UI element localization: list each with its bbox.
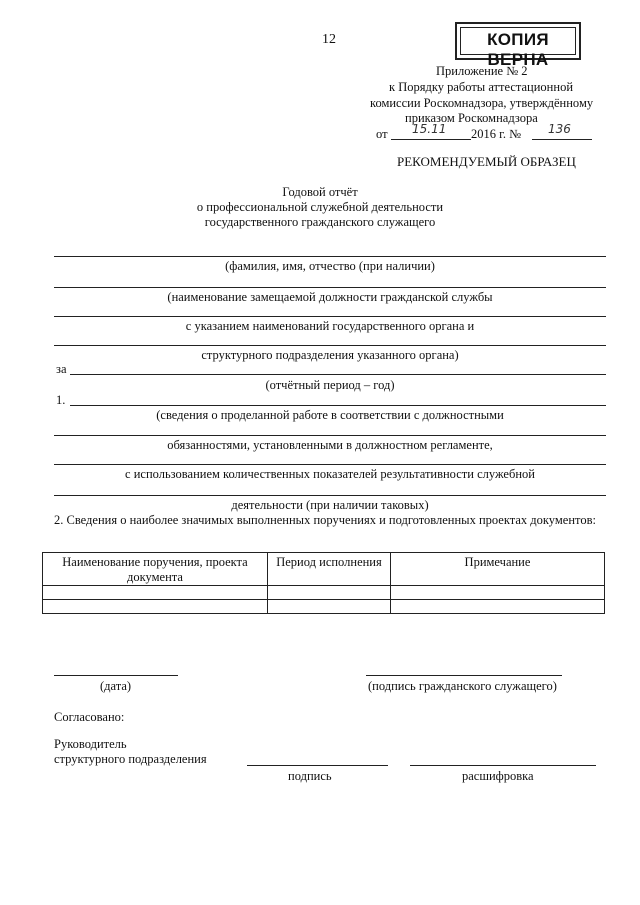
order-from-prefix: от [376, 127, 388, 141]
work-caption-1: (сведения о проделанной работе в соответствии с должностными [156, 408, 504, 422]
head-label-2: структурного подразделения [54, 752, 207, 766]
assignments-table [42, 552, 605, 614]
appendix-line-3: комиссии Роскомнадзора, утверждённому [370, 96, 594, 110]
table-row [43, 600, 605, 614]
report-subtitle-2: государственного гражданского служащего [204, 215, 436, 229]
report-subtitle-1: о профессиональной служебной деятельности [196, 200, 444, 214]
page-number: 12 [322, 32, 336, 47]
item-2-text: 2. Сведения о наиболее значимых выполненных поручениях и подготовленных проектах документов: [54, 513, 596, 527]
table-cell [268, 600, 391, 614]
recommended-sample: РЕКОМЕНДУЕМЫЙ ОБРАЗЕЦ [397, 154, 576, 169]
table-cell [268, 586, 391, 600]
table-header-note: Примечание [391, 553, 605, 586]
employee-signature-line [366, 675, 562, 676]
stamp-text: КОПИЯ ВЕРНА [487, 30, 549, 69]
report-title: Годовой отчёт [282, 185, 358, 199]
head-label-1: Руководитель [54, 737, 127, 751]
order-number-handwritten: 136 [548, 122, 571, 136]
work-line-4 [54, 495, 606, 496]
period-line [70, 374, 606, 375]
table-cell [391, 600, 605, 614]
work-line-3 [54, 464, 606, 465]
head-signature-caption: подпись [288, 769, 332, 783]
work-line-2 [54, 435, 606, 436]
appendix-line-4: приказом Роскомнадзора [405, 111, 538, 125]
division-line [54, 345, 606, 346]
order-year: 2016 г. № [471, 127, 522, 141]
head-decoding-line [410, 765, 596, 766]
position-line [54, 287, 606, 288]
position-caption: (наименование замещаемой должности гражданской службы [167, 290, 493, 304]
fio-line [54, 256, 606, 257]
table-cell [43, 586, 268, 600]
division-caption: структурного подразделения указанного органа) [201, 348, 459, 362]
date-caption: (дата) [100, 679, 132, 693]
agreed-label: Согласовано: [54, 710, 125, 724]
appendix-line-2: к Порядку работы аттестационной [389, 80, 574, 94]
order-date-handwritten: 15.11 [412, 122, 447, 136]
appendix-line-1: Приложение № 2 [436, 64, 528, 78]
table-cell [43, 600, 268, 614]
fio-caption: (фамилия, имя, отчество (при наличии) [225, 259, 435, 273]
work-line-1 [70, 405, 606, 406]
copy-certified-stamp [455, 22, 581, 69]
table-cell [391, 586, 605, 600]
table-row [43, 586, 605, 600]
org-line [54, 316, 606, 317]
period-prefix: за [56, 362, 67, 376]
work-caption-2: обязанностями, установленными в должностном регламенте, [167, 438, 493, 452]
date-line [54, 675, 178, 676]
item-1-number: 1. [56, 393, 66, 407]
period-caption: (отчётный период – год) [265, 378, 395, 392]
org-caption: с указанием наименований государственного органа и [185, 319, 475, 333]
head-decoding-caption: расшифровка [462, 769, 534, 783]
work-caption-3: с использованием количественных показателей результативности служебной [125, 467, 535, 481]
work-caption-4: деятельности (при наличии таковых) [231, 498, 429, 512]
head-signature-line [247, 765, 388, 766]
table-header-period: Период исполнения [268, 553, 391, 586]
employee-signature-caption: (подпись гражданского служащего) [368, 679, 557, 693]
table-header-assignment: Наименование поручения, проекта документа [43, 553, 268, 586]
